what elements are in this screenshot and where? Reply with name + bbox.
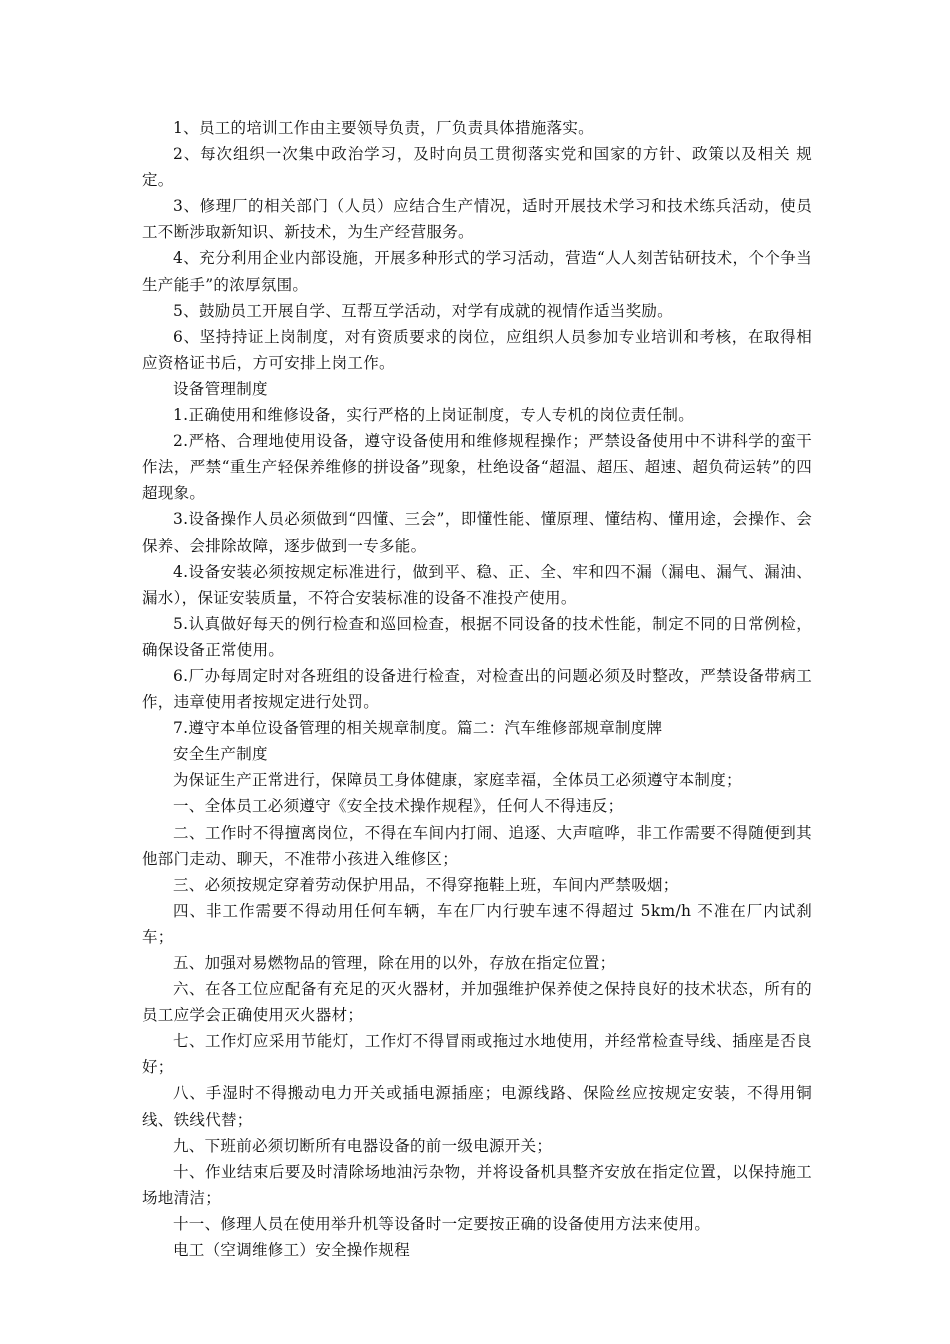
paragraph: 十、作业结束后要及时清除场地油污杂物，并将设备机具整齐安放在指定位置，以保持施工场地清洁； [142, 1162, 812, 1207]
paragraph: 八、手湿时不得搬动电力开关或插电源插座；电源线路、保险丝应按规定安装，不得用铜线、铁线代替； [142, 1084, 812, 1129]
paragraph: 十一、修理人员在使用举升机等设备时一定要按正确的设备使用方法来使用。 [173, 1214, 711, 1233]
paragraph: 二、工作时不得擅离岗位，不得在车间内打闹、追逐、大声喧哗，非工作需要不得随便到其他部门走动、聊天，不准带小孩进入维修区； [142, 823, 812, 868]
paragraph: 4、充分利用企业内部设施，开展多种形式的学习活动，营造“人人刻苦钻研技术，个个争当生产能手”的浓厚氛围。 [142, 249, 812, 294]
paragraph: 6、坚持持证上岗制度，对有资质要求的岗位，应组织人员参加专业培训和考核，在取得相应资格证书后，方可安排上岗工作。 [142, 327, 812, 372]
paragraph: 一、全体员工必须遵守《安全技术操作规程》，任何人不得违反； [173, 797, 624, 816]
paragraph: 4.设备安装必须按规定标准进行，做到平、稳、正、全、牢和四不漏（漏电、漏气、漏油、漏水），保证安装质量，不符合安装标准的设备不准投产使用。 [142, 562, 812, 607]
paragraph: 2.严格、合理地使用设备，遵守设备使用和维修规程操作；严禁设备使用中不讲科学的蛮干作法，严禁“重生产轻保养维修的拼设备”现象，杜绝设备“超温、超压、超速、超负荷运转”的四超现象。 [142, 432, 812, 503]
paragraph: 六、在各工位应配备有充足的灭火器材，并加强维护保养使之保持良好的技术状态，所有的员工应学会正确使用灭火器材； [142, 980, 812, 1025]
paragraph: 3.设备操作人员必须做到“四懂、三会”，即懂性能、懂原理、懂结构、懂用途，会操作、会保养、会排除故障，逐步做到一专多能。 [142, 510, 812, 555]
paragraph: 3、修理厂的相关部门（人员）应结合生产情况，适时开展技术学习和技术练兵活动，使员工不断涉取新知识、新技术，为生产经营服务。 [142, 197, 812, 242]
paragraph: 三、必须按规定穿着劳动保护用品，不得穿拖鞋上班，车间内严禁吸烟； [173, 875, 679, 894]
paragraph: 6.厂办每周定时对各班组的设备进行检查，对检查出的问题必须及时整改，严禁设备带病工作，违章使用者按规定进行处罚。 [142, 666, 812, 712]
section-heading: 安全生产制度 [173, 745, 268, 764]
section-heading: 设备管理制度 [173, 379, 268, 398]
paragraph: 为保证生产正常进行，保障员工身体健康，家庭幸福，全体员工必须遵守本制度； [173, 771, 742, 790]
paragraph: 5.认真做好每天的例行检查和巡回检查，根据不同设备的技术性能，制定不同的日常例检，确保设备正常使用。 [142, 614, 812, 659]
paragraph: 1.正确使用和维修设备，实行严格的上岗证制度，专人专机的岗位责任制。 [173, 406, 694, 425]
section-heading: 电工（空调维修工）安全操作规程 [173, 1241, 411, 1260]
paragraph: 七、工作灯应采用节能灯，工作灯不得冒雨或拖过水地使用，并经常检查导线、插座是否良好； [142, 1032, 812, 1077]
paragraph: 2、每次组织一次集中政治学习，及时向员工贯彻落实党和国家的方针、政策以及相关 规定。 [142, 145, 812, 190]
paragraph: 7.遵守本单位设备管理的相关规章制度。篇二：汽车维修部规章制度牌 [173, 719, 663, 738]
paragraph: 5、鼓励员工开展自学、互帮互学活动，对学有成就的视情作适当奖励。 [173, 301, 673, 320]
document-body [142, 115, 812, 1263]
paragraph: 四、非工作需要不得动用任何车辆，车在厂内行驶车速不得超过 5km/h 不准在厂内试刹车； [142, 901, 812, 946]
paragraph: 1、员工的培训工作由主要领导负责，厂负责具体措施落实。 [173, 119, 594, 137]
paragraph: 九、下班前必须切断所有电器设备的前一级电源开关； [173, 1136, 553, 1155]
paragraph: 五、加强对易燃物品的管理，除在用的以外，存放在指定位置； [173, 954, 616, 972]
